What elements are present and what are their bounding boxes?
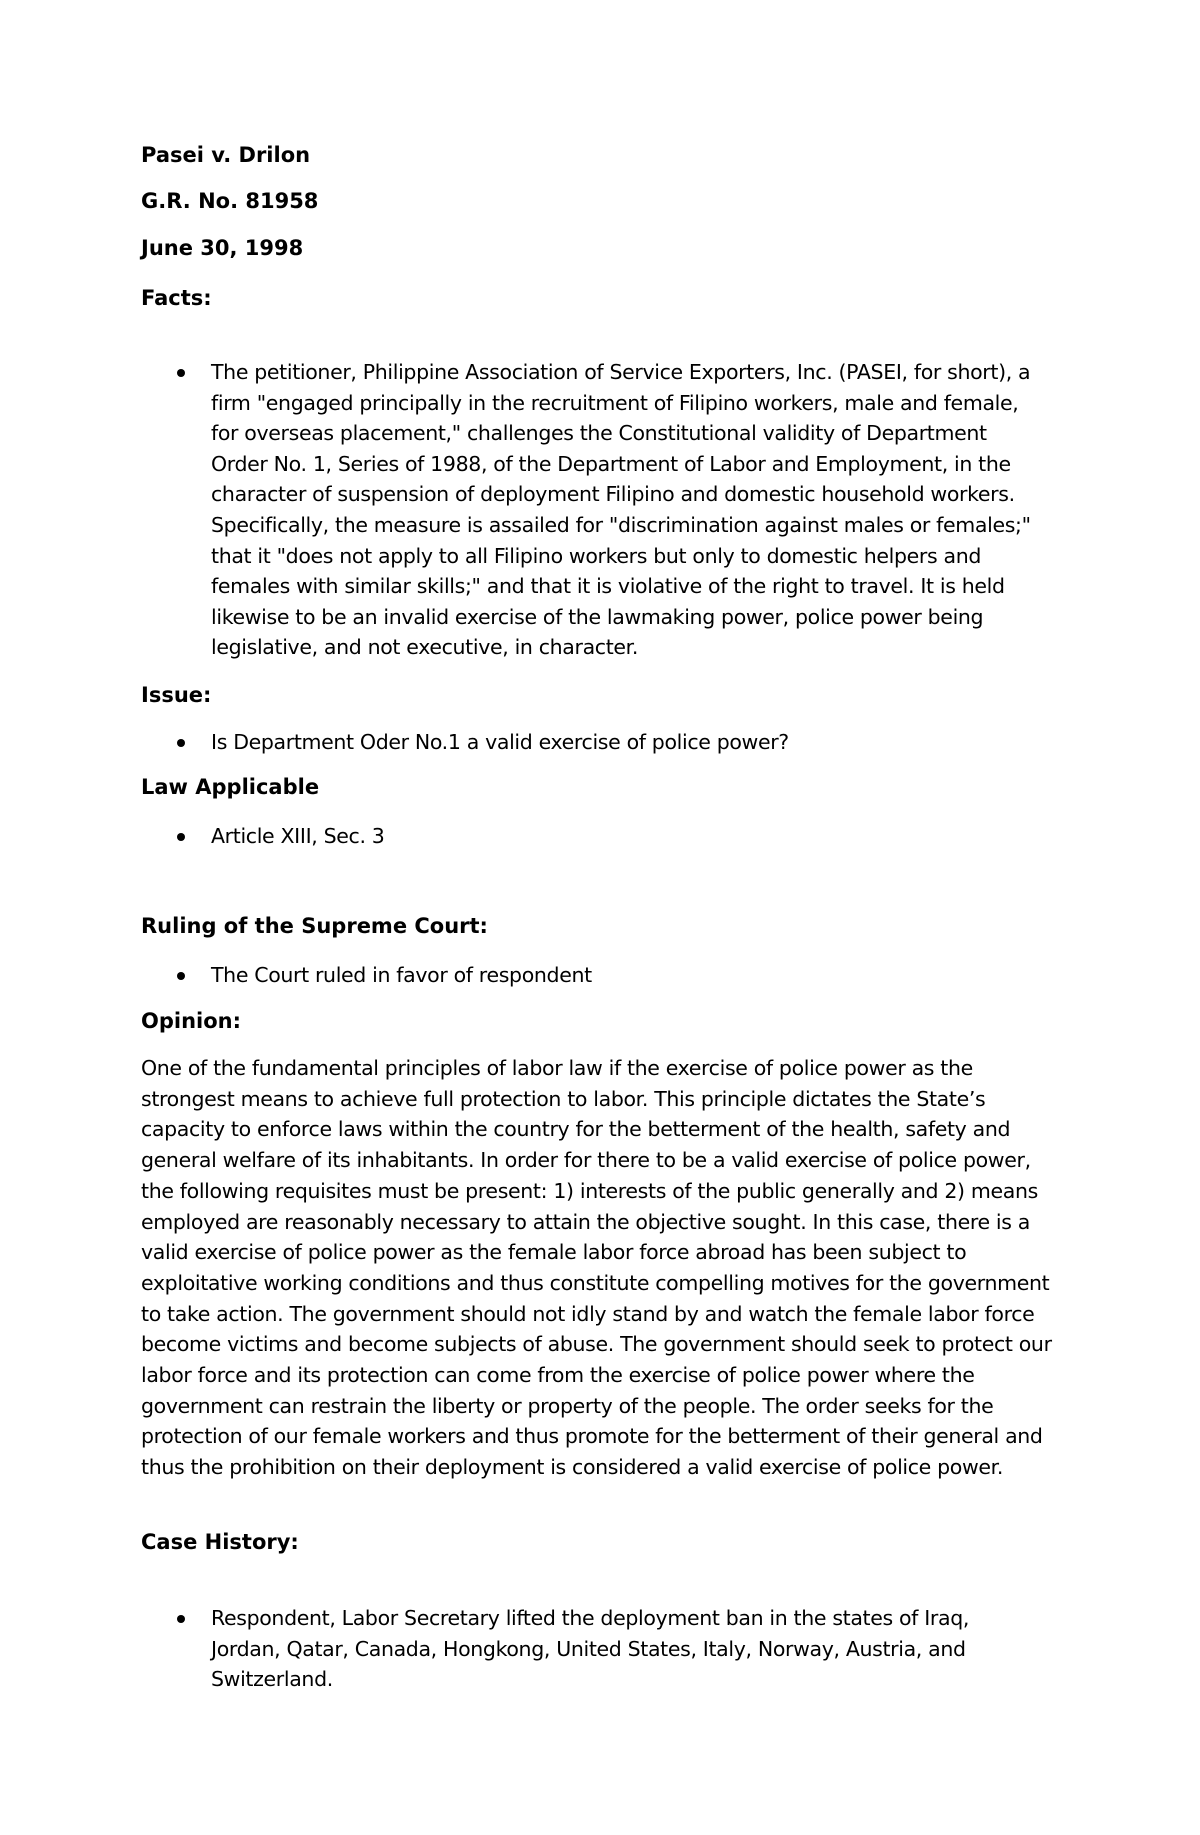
list-item <box>141 960 1041 991</box>
bullet-icon <box>177 972 185 980</box>
ruling-list <box>141 960 1041 991</box>
bullet-icon <box>177 1615 185 1623</box>
list-item <box>141 727 1041 758</box>
case-gr-number: G.R. No. 81958 <box>141 189 319 213</box>
list-item <box>141 357 1031 663</box>
bullet-icon <box>177 739 185 747</box>
list-item <box>141 821 1041 852</box>
case-title: Pasei v. Drilon <box>141 143 311 167</box>
case-history-heading: Case History: <box>141 1530 299 1554</box>
facts-bullet-text: The petitioner, Philippine Association of Service Exporters, Inc. (PASEI, for short), a firm "engaged principally in the recruitment of Filipino workers, male and female, for overseas placement," challenges the Constitutional validity of Department Order No. 1, Series of 1988, of the Department of Labor and Employment, in the character of suspension of deployment Filipino and domestic household workers. Specifically, the measure is assailed for "discrimination against males or females;" that it "does not apply to all Filipino workers but only to domestic helpers and females with similar skills;" and that it is violative of the right to travel. It is held likewise to be an invalid exercise of the lawmaking power, police power being legislative, and not executive, in character. <box>211 360 1031 660</box>
law-applicable-bullet-text: Article XIII, Sec. 3 <box>211 824 385 848</box>
list-item <box>141 1603 1031 1695</box>
issue-list <box>141 727 1041 758</box>
case-date: June 30, 1998 <box>141 236 304 260</box>
case-history-bullet-text: Respondent, Labor Secretary lifted the deployment ban in the states of Iraq, Jordan, Qatar, Canada, Hongkong, United States, Italy, Norway, Austria, and Switzerland. <box>211 1606 970 1692</box>
ruling-heading: Ruling of the Supreme Court: <box>141 914 488 938</box>
case-history-list <box>141 1603 1031 1695</box>
law-applicable-list <box>141 821 1041 852</box>
opinion-heading: Opinion: <box>141 1009 242 1033</box>
law-applicable-heading: Law Applicable <box>141 775 320 799</box>
issue-bullet-text: Is Department Oder No.1 a valid exercise of police power? <box>211 730 789 754</box>
opinion-text: One of the fundamental principles of labor law if the exercise of police power as the strongest means to achieve full protection to labor. This principle dictates the State’s capacity to enforce laws within the country for the betterment of the health, safety and general welfare of its inhabitants. In order for there to be a valid exercise of police power, the following requisites must be present: 1) interests of the public generally and 2) means employed are reasonably necessary to attain the objective sought. In this case, there is a valid exercise of police power as the female labor force abroad has been subject to exploitative working conditions and thus constitute compelling motives for the government to take action. The government should not idly stand by and watch the female labor force become victims and become subjects of abuse. The government should seek to protect our labor force and its protection can come from the exercise of police power where the government can restrain the liberty or property of the people. The order seeks for the protection of our female workers and thus promote for the betterment of their general and thus the prohibition on their deployment is considered a valid exercise of police power. <box>141 1056 1052 1480</box>
ruling-bullet-text: The Court ruled in favor of respondent <box>211 963 592 987</box>
issue-heading: Issue: <box>141 683 212 707</box>
bullet-icon <box>177 369 185 377</box>
facts-list <box>141 357 1031 663</box>
bullet-icon <box>177 833 185 841</box>
facts-heading: Facts: <box>141 286 212 310</box>
